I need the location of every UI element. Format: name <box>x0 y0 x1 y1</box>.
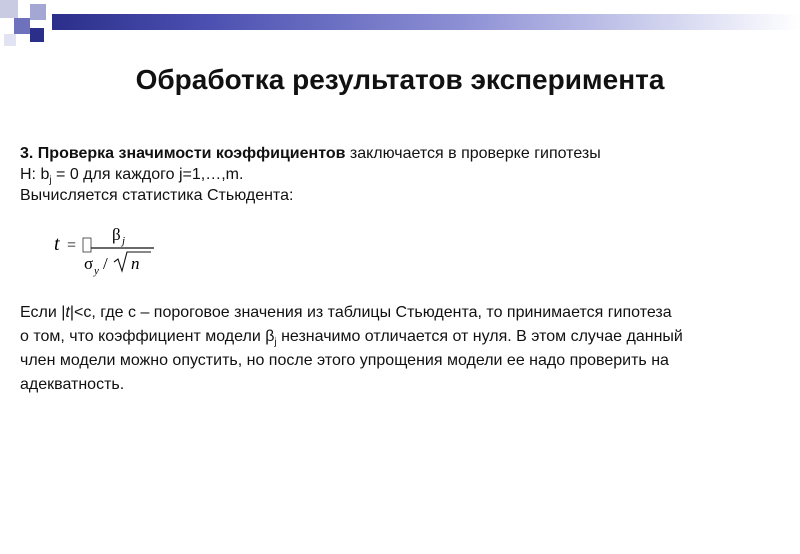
conclusion-paragraph <box>20 301 780 397</box>
text: незначимо отличается от нуля. В этом случае данный <box>276 328 683 345</box>
decor-square <box>30 28 44 42</box>
section-heading: 3. Проверка значимости коэффициентов <box>20 145 346 162</box>
formula-sigma: σ <box>84 254 94 273</box>
text: = 0 для каждого j=1,…,m. <box>51 166 244 183</box>
subscript: j <box>274 337 277 348</box>
formula-t: t <box>54 233 60 255</box>
text: заключается в проверке гипотезы <box>345 145 601 162</box>
formula-equals: = <box>67 237 77 254</box>
text: Если | <box>20 304 66 321</box>
paragraph-line <box>20 143 780 164</box>
paragraph-line: Вычисляется статистика Стьюдента: <box>20 187 294 204</box>
formula-beta: β <box>112 225 121 244</box>
decor-square <box>4 34 16 46</box>
italic-t: t <box>65 304 70 321</box>
paragraph-line: адекватность. <box>20 376 125 393</box>
formula-beta-sub: j <box>122 235 126 247</box>
slide-title: Обработка результатов эксперимента <box>135 64 665 95</box>
decor-square <box>30 4 46 20</box>
hypothesis-line <box>20 164 780 185</box>
formula-sigma-sub: y <box>94 265 99 277</box>
hypothesis-paragraph <box>20 143 780 206</box>
text: |<c, где c – пороговое значения из таблицы Стьюдента, то принимается гипотеза <box>69 304 672 321</box>
decor-square <box>14 18 30 34</box>
placeholder-box <box>83 238 91 252</box>
paragraph-line <box>20 325 780 349</box>
student-t-formula <box>54 218 164 282</box>
header-bar <box>52 14 800 30</box>
formula-slash: / <box>103 254 108 273</box>
formula-n: n <box>131 254 140 273</box>
text: о том, что коэффициент модели β <box>20 328 275 345</box>
text: H: b <box>20 166 50 183</box>
subscript: j <box>49 175 52 186</box>
paragraph-line: член модели можно опустить, но после этого упрощения модели ее надо проверить на <box>20 352 669 369</box>
decor-square <box>0 0 18 18</box>
paragraph-line <box>20 301 780 325</box>
